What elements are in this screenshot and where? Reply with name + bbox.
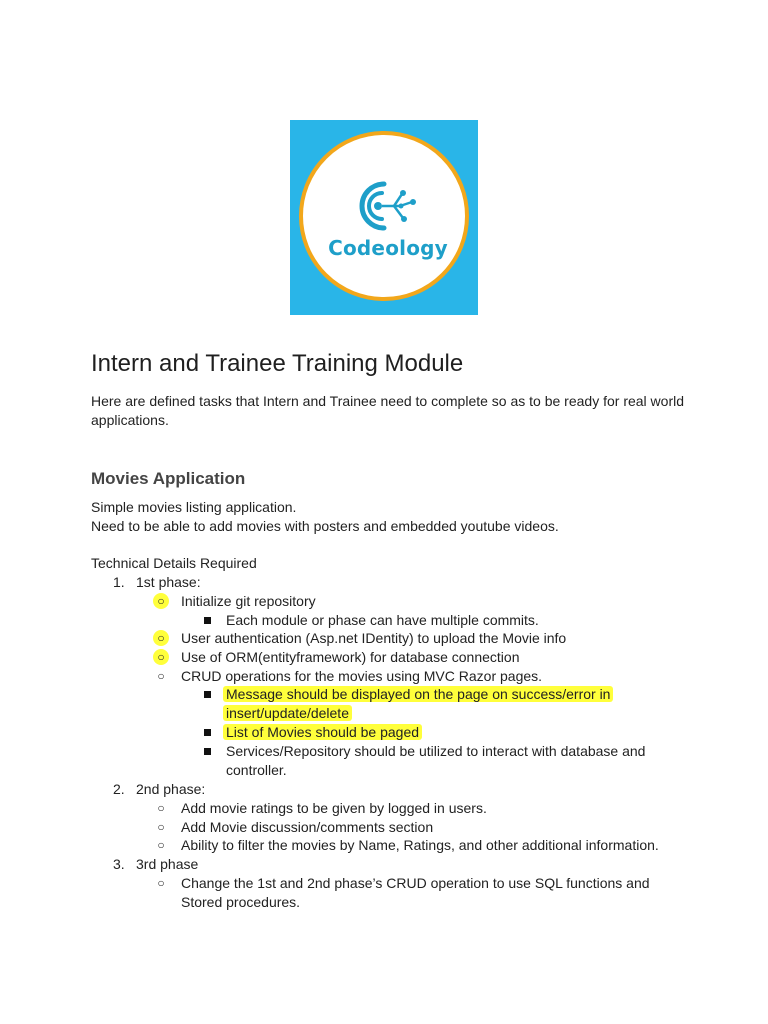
list-item-line: controller. (226, 762, 287, 778)
list-item: Add Movie discussion/comments section (181, 819, 434, 835)
circle-bullet-icon: ○ (157, 838, 165, 852)
list-number: 3. (113, 856, 125, 872)
section-description-line: Need to be able to add movies with posters and embedded youtube videos. (91, 518, 559, 534)
section-description-line: Simple movies listing application. (91, 499, 297, 515)
circle-bullet-icon: ○ (157, 801, 165, 815)
list-item-line (226, 723, 422, 742)
list-item: Ability to filter the movies by Name, Ratings, and other additional information. (181, 837, 659, 853)
logo-ring (299, 131, 469, 301)
codeology-logo (290, 120, 478, 315)
circle-bullet-icon: ○ (157, 876, 165, 890)
list-number: 2. (113, 781, 125, 797)
circle-bullet-icon: ○ (153, 630, 169, 646)
list-item: Add movie ratings to be given by logged in users. (181, 800, 487, 816)
list-item: Initialize git repository (181, 593, 316, 609)
list-item: Each module or phase can have multiple commits. (226, 612, 539, 628)
list-item: Use of ORM(entityframework) for database connection (181, 649, 520, 665)
section-heading: Movies Application (91, 469, 246, 488)
page-title: Intern and Trainee Training Module (91, 350, 464, 377)
square-bullet-icon (204, 691, 211, 698)
highlighted-text: insert/update/delete (223, 705, 352, 721)
logo-wordmark: Codeology (328, 236, 448, 260)
square-bullet-icon (204, 729, 211, 736)
list-item-line: Services/Repository should be utilized to interact with database and (226, 743, 646, 759)
highlighted-text: List of Movies should be paged (223, 724, 422, 740)
details-heading: Technical Details Required (91, 555, 257, 571)
list-number: 1. (113, 574, 125, 590)
circle-bullet-icon: ○ (153, 593, 169, 609)
list-item-line (226, 685, 613, 704)
list-item: User authentication (Asp.net IDentity) to upload the Movie info (181, 630, 567, 646)
phase-label: 2nd phase: (136, 781, 206, 797)
list-item-line (226, 704, 352, 723)
list-item-line: Stored procedures. (181, 894, 301, 910)
circle-bullet-icon: ○ (157, 820, 165, 834)
circle-bullet-icon: ○ (157, 669, 165, 683)
list-item: CRUD operations for the movies using MVC Razor pages. (181, 668, 543, 684)
circle-bullet-icon: ○ (153, 649, 169, 665)
codeology-mark-icon (348, 176, 426, 236)
square-bullet-icon (204, 748, 211, 755)
square-bullet-icon (204, 617, 211, 624)
phase-label: 3rd phase (136, 856, 199, 872)
phase-label: 1st phase: (136, 574, 201, 590)
intro-paragraph: Here are defined tasks that Intern and Trainee need to complete so as to be ready for real world applications. (91, 393, 685, 428)
highlighted-text: Message should be displayed on the page on success/error in (223, 686, 613, 702)
list-item-line: Change the 1st and 2nd phase’s CRUD operation to use SQL functions and (181, 875, 650, 891)
